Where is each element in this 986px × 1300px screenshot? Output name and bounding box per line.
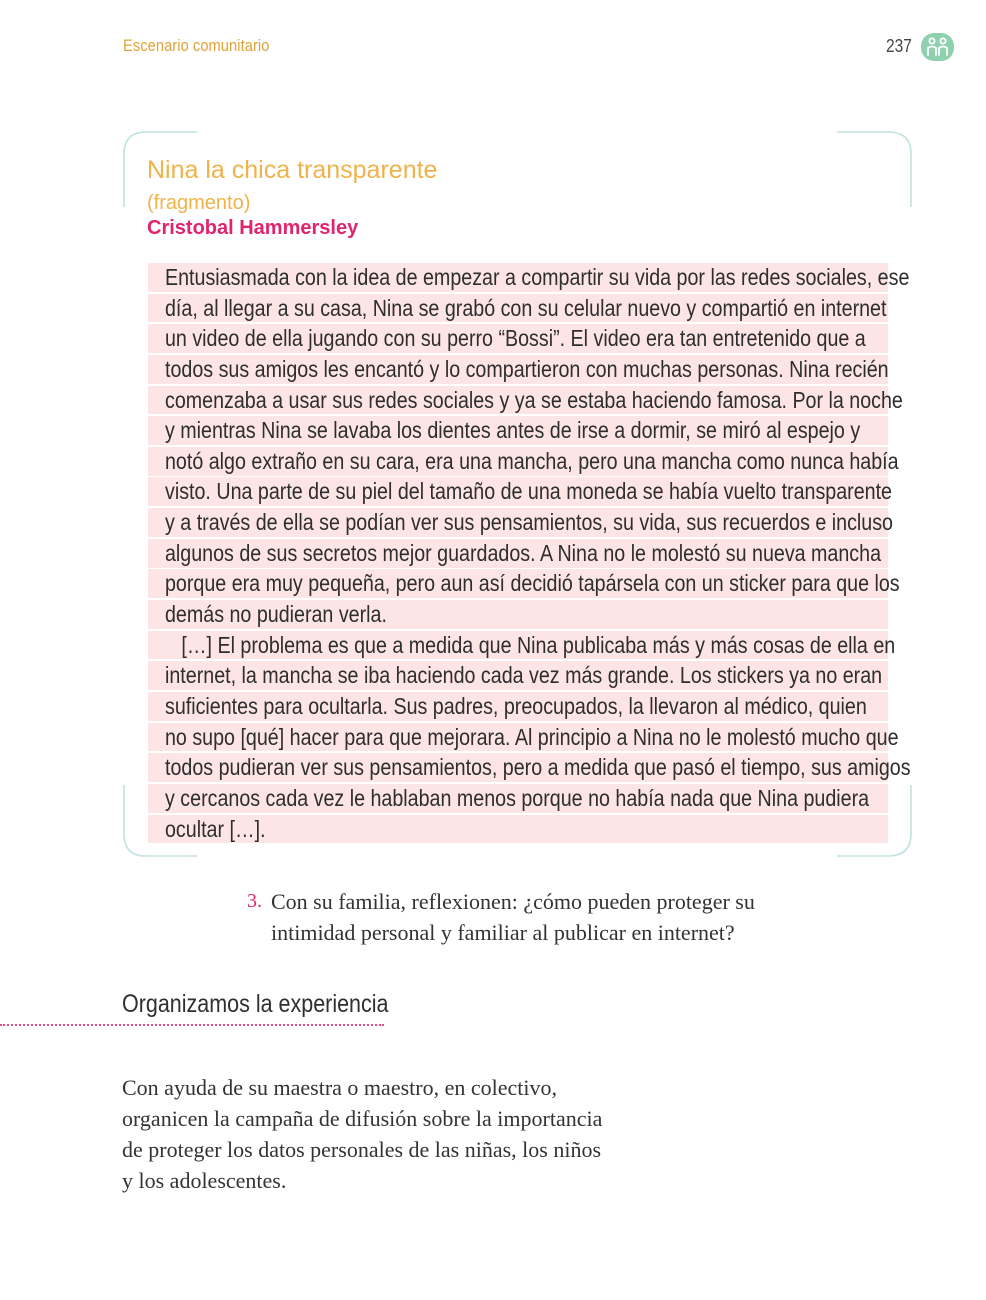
story-subtitle: (fragmento) <box>147 192 251 214</box>
section-paragraph: Con ayuda de su maestra o maestro, en colectivo, organicen la campaña de difusión sobre la importancia de proteger los datos personales de las niñas, los niños y los adolescentes. <box>122 1075 603 1193</box>
excerpt-line: todos sus amigos les encantó y lo compartieron con muchas personas. Nina recién <box>148 355 888 384</box>
story-title: Nina la chica transparente <box>147 156 438 184</box>
excerpt-line: todos pudieran ver sus pensamientos, pero a medida que pasó el tiempo, sus amigos <box>148 753 888 782</box>
story-excerpt <box>148 263 911 845</box>
excerpt-line: notó algo extraño en su cara, era una mancha, pero una mancha como nunca había <box>148 447 888 476</box>
excerpt-line: día, al llegar a su casa, Nina se grabó con su celular nuevo y compartió en internet <box>148 294 888 323</box>
excerpt-line: internet, la mancha se iba haciendo cada vez más grande. Los stickers ya no eran <box>148 661 888 690</box>
question-number: 3. <box>247 890 262 912</box>
question-text: Con su familia, reflexionen: ¿cómo pueden proteger su intimidad personal y familiar al publicar en internet? <box>271 889 755 945</box>
excerpt-line: comenzaba a usar sus redes sociales y ya se estaba haciendo famosa. Por la noche <box>148 386 888 415</box>
story-author: Cristobal Hammersley <box>147 217 359 239</box>
activity-question <box>247 886 807 948</box>
excerpt-line: y a través de ella se podían ver sus pensamientos, su vida, sus recuerdos e incluso <box>148 508 888 537</box>
excerpt-line: visto. Una parte de su piel del tamaño de una moneda se había vuelto transparente <box>148 477 888 506</box>
excerpt-line: porque era muy pequeña, pero aun así decidió tapársela con un sticker para que los <box>148 569 888 598</box>
excerpt-line: no supo [qué] hacer para que mejorara. Al principio a Nina no le molestó mucho que <box>148 723 888 752</box>
page-number: 237 <box>886 36 912 56</box>
excerpt-line: Entusiasmada con la idea de empezar a compartir su vida por las redes sociales, ese <box>148 263 888 292</box>
excerpt-line: ocultar […]. <box>148 815 888 844</box>
excerpt-line: y mientras Nina se lavaba los dientes antes de irse a dormir, se miró al espejo y <box>148 416 888 445</box>
scenario-community-icon <box>921 33 954 61</box>
running-head: Escenario comunitario <box>123 36 270 55</box>
excerpt-line: y cercanos cada vez le hablaban menos porque no había nada que Nina pudiera <box>148 784 888 813</box>
excerpt-line: un video de ella jugando con su perro “Bossi”. El video era tan entretenido que a <box>148 324 888 353</box>
excerpt-line: suficientes para ocultarla. Sus padres, preocupados, la llevaron al médico, quien <box>148 692 888 721</box>
section-divider <box>0 1024 384 1026</box>
excerpt-line: algunos de sus secretos mejor guardados. A Nina no le molestó su nueva mancha <box>148 539 888 568</box>
excerpt-line: demás no pudieran verla. <box>148 600 888 629</box>
excerpt-line: […] El problema es que a medida que Nina publicaba más y más cosas de ella en <box>148 631 888 660</box>
section-heading: Organizamos la experiencia <box>122 990 389 1018</box>
